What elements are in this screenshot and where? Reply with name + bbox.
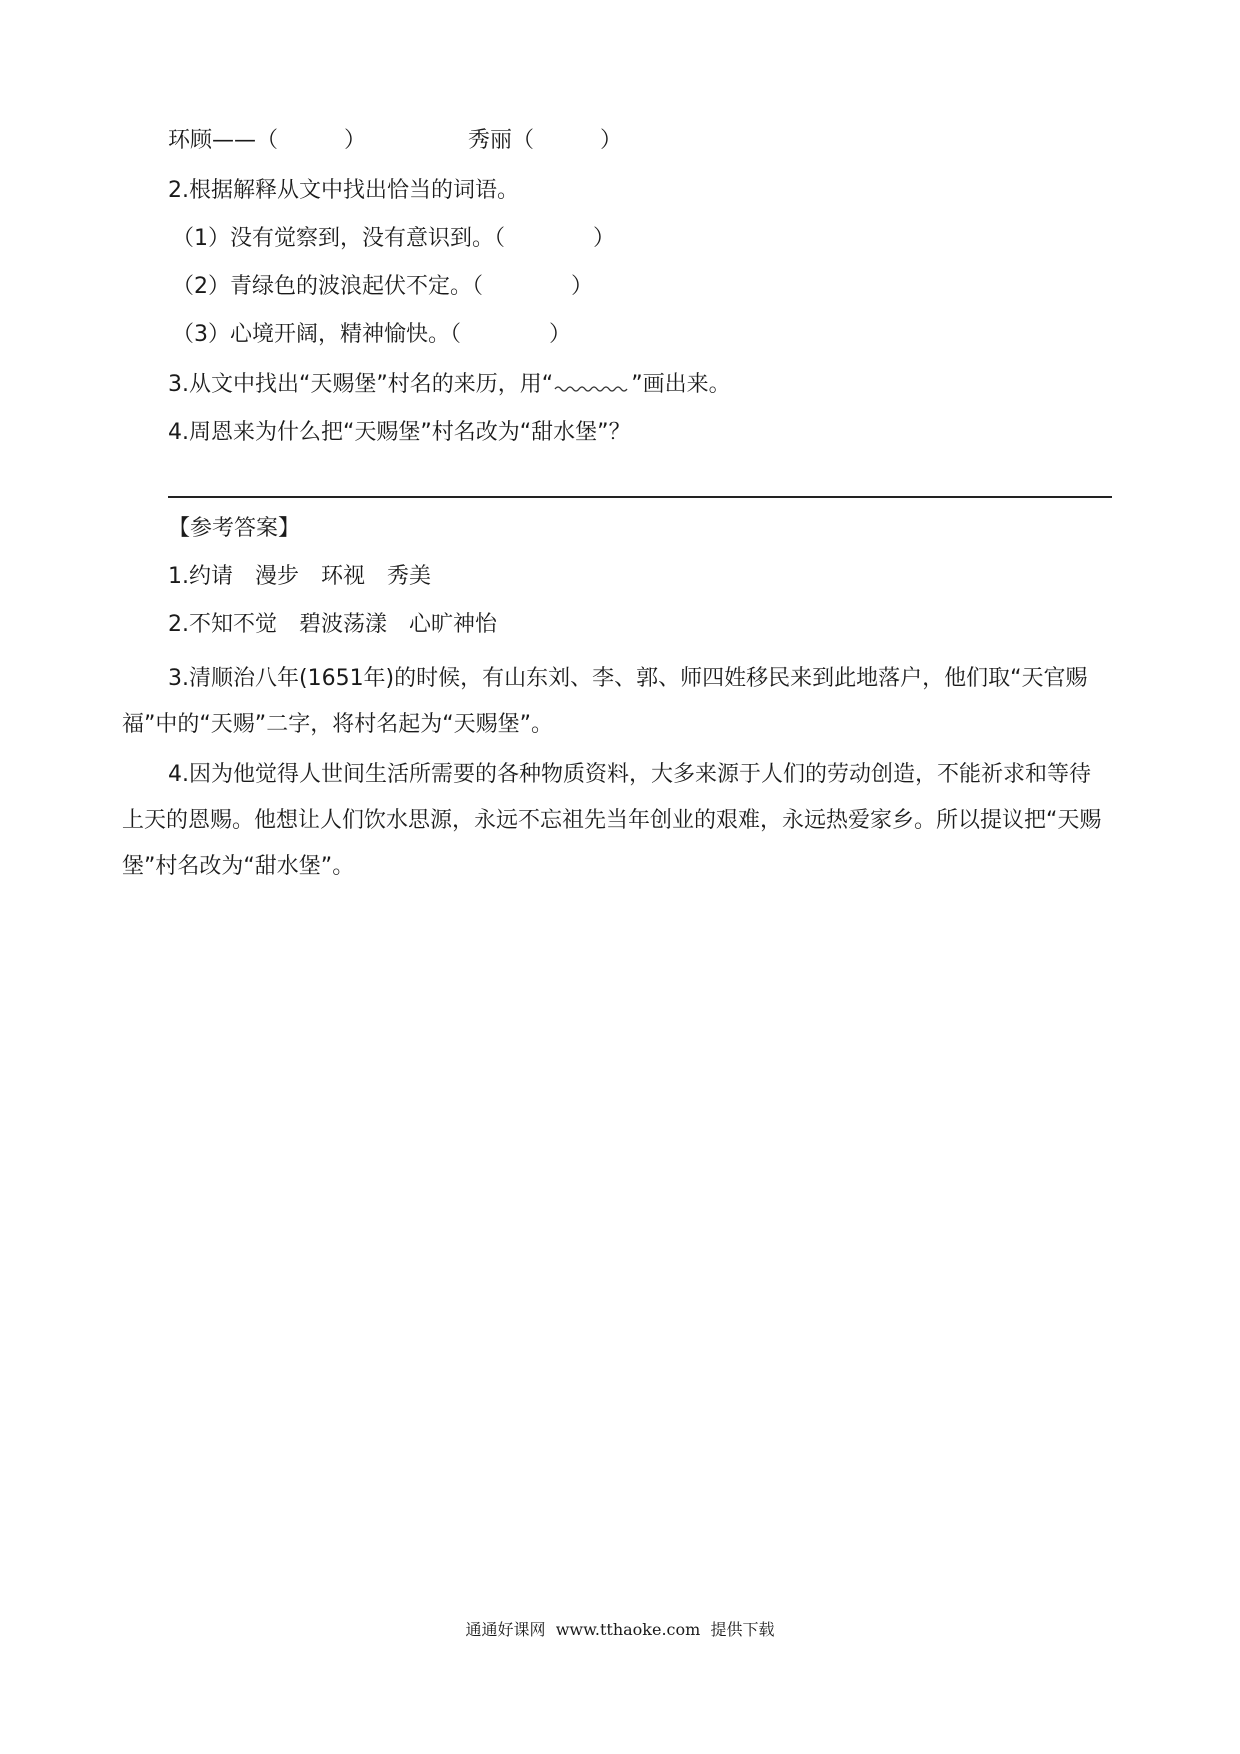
- q2-item-2: （2）青绿色的波浪起伏不定。（ ）: [172, 274, 593, 299]
- section-divider: [168, 496, 1112, 498]
- footer-site-name: 通通好课网: [465, 1620, 546, 1639]
- q2-item-1: （1）没有觉察到，没有意识到。（ ）: [172, 226, 615, 251]
- answer-2: 2.不知不觉 碧波荡漾 心旷神怡: [168, 612, 497, 637]
- q2-title: 2.根据解释从文中找出恰当的词语。: [168, 178, 519, 203]
- answer-1: 1.约请 漫步 环视 秀美: [168, 564, 431, 589]
- answer-3: 3.清顺治八年(1651年)的时候，有山东刘、李、郭、师四姓移民来到此地落户，他们取“天官赐福”中的“天赐”二字，将村名起为“天赐堡”。: [122, 666, 1088, 737]
- footer-suffix: 提供下载: [710, 1620, 775, 1639]
- q3-text-before: 3.从文中找出“天赐堡”村名的来历，用“: [168, 372, 554, 397]
- answer-4: 4.因为他觉得人世间生活所需要的各种物质资料，大多来源于人们的劳动创造，不能祈求和等待上天的恩赐。他想让人们饮水思源，永远不忘祖先当年创业的艰难，永远热爱家乡。所以提议把“天赐堡”村名改为“甜水堡”。: [122, 762, 1102, 879]
- answers-heading: 【参考答案】: [168, 516, 301, 541]
- q3-text-after: ”画出来。: [631, 372, 731, 397]
- q2-item-3: （3）心境开阔，精神愉快。（ ）: [172, 322, 571, 347]
- page-footer: [0, 1619, 1240, 1641]
- q1-huangu-blank: 环顾——（ ）: [168, 128, 367, 153]
- wavy-underline-icon: [553, 375, 631, 393]
- q3-line: [168, 370, 731, 400]
- q1-xiuli-blank: 秀丽（ ）: [468, 128, 623, 153]
- footer-url[interactable]: www.tthaoke.com: [555, 1620, 701, 1639]
- q4-title: 4.周恩来为什么把“天赐堡”村名改为“甜水堡”？: [168, 420, 631, 445]
